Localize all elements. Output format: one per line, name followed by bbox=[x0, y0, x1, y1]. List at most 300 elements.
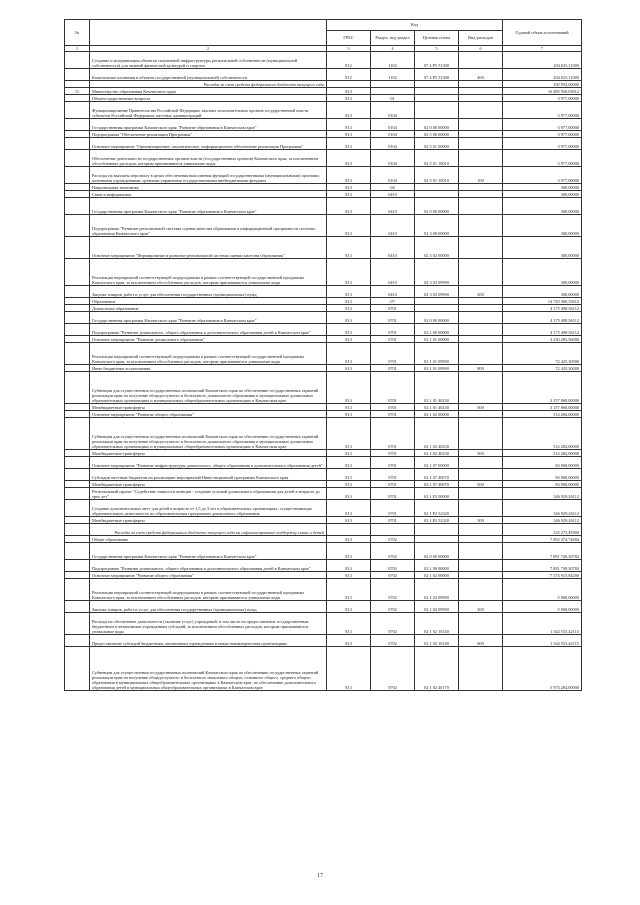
row-celevaya: 02 5 00 00000 bbox=[415, 131, 459, 138]
row-sum: 3 157 860,00000 bbox=[503, 372, 582, 404]
row-grbs: 813 bbox=[327, 372, 371, 404]
row-name: Государственная программа Камчатского края "Развитие образования в Камчатском крае" bbox=[90, 198, 327, 215]
row-vid bbox=[459, 500, 503, 517]
row-number bbox=[65, 52, 90, 69]
row-vid: 500 bbox=[459, 450, 503, 457]
row-celevaya: 02 1 00 00000 bbox=[415, 324, 459, 336]
row-sum: 84 000,00000 bbox=[503, 457, 582, 469]
row-name: Подпрограмма "Обеспечение реализации Программы" bbox=[90, 131, 327, 138]
row-number bbox=[65, 138, 90, 150]
row-sum: 300,00000 bbox=[503, 215, 582, 237]
row-vid: 800 bbox=[459, 365, 503, 372]
row-number bbox=[65, 215, 90, 237]
row-name: Межбюджетные трансферты bbox=[90, 404, 327, 411]
row-name: Министерство образования Камчатского края bbox=[90, 88, 327, 95]
row-celevaya: 02 5 01 10010 bbox=[415, 150, 459, 167]
row-razdel: 0702 bbox=[371, 543, 415, 560]
row-sum: 204 635,11000 bbox=[503, 52, 582, 69]
row-name: Расходы за счет средств федерального бюджета текущего года bbox=[90, 81, 327, 88]
row-number bbox=[65, 572, 90, 579]
row-number bbox=[65, 469, 90, 481]
table-row bbox=[65, 418, 582, 450]
table-row bbox=[65, 191, 582, 198]
row-grbs: 813 bbox=[327, 418, 371, 450]
row-celevaya bbox=[415, 81, 459, 88]
row-grbs: 813 bbox=[327, 138, 371, 150]
row-sum: 5 000,00000 bbox=[503, 579, 582, 601]
row-number bbox=[65, 481, 90, 488]
row-sum: 300,00000 bbox=[503, 198, 582, 215]
table-row bbox=[65, 305, 582, 312]
table-row bbox=[65, 524, 582, 536]
row-razdel: 0701 bbox=[371, 481, 415, 488]
column-number: 2 bbox=[90, 46, 327, 52]
row-number bbox=[65, 536, 90, 543]
header-name bbox=[90, 20, 327, 46]
row-name: Расходы за счет средств федерального бюджета текущего года на софинансирование поддержку семьи и детей bbox=[90, 524, 327, 536]
row-razdel: 0701 bbox=[371, 365, 415, 372]
row-celevaya bbox=[415, 191, 459, 198]
row-razdel bbox=[371, 524, 415, 536]
row-razdel: 07 bbox=[371, 298, 415, 305]
row-grbs: 813 bbox=[327, 95, 371, 102]
row-grbs: 813 bbox=[327, 237, 371, 259]
row-razdel: 0701 bbox=[371, 418, 415, 450]
row-razdel: 0104 bbox=[371, 119, 415, 131]
row-sum: 346 929,26112 bbox=[503, 488, 582, 500]
row-celevaya: 02 0 00 00000 bbox=[415, 312, 459, 324]
row-name: Расходы на обеспечение деятельности (оказание услуг) учреждений, в том числе на предоставление государственным бюджетным и автономным учреждениям субсидий, за исключением обособленных расходов, которым присваиваются уникальные коды bbox=[90, 613, 327, 635]
row-vid bbox=[459, 560, 503, 572]
table-row bbox=[65, 647, 582, 691]
row-grbs: 813 bbox=[327, 131, 371, 138]
row-razdel: 0702 bbox=[371, 601, 415, 613]
table-row bbox=[65, 150, 582, 167]
row-sum: 346 929,26112 bbox=[503, 517, 582, 524]
row-celevaya: 02 1 P2 52320 bbox=[415, 517, 459, 524]
row-vid bbox=[459, 572, 503, 579]
row-name: Основное мероприятие "Организационное, аналитическое, информационное обеспечение реализации Программы" bbox=[90, 138, 327, 150]
table-row bbox=[65, 572, 582, 579]
budget-table bbox=[64, 19, 582, 691]
row-celevaya bbox=[415, 95, 459, 102]
row-name: Реализация мероприятий соответствующей подпрограммы в рамках соответствующей государственной программы Камчатского края, за исключением обособленных расходов, которым присваиваются уникальные коды bbox=[90, 259, 327, 286]
row-grbs: 813 bbox=[327, 536, 371, 543]
row-sum: 4 175 498,56112 bbox=[503, 305, 582, 312]
row-name: Реализация мероприятий соответствующей подпрограммы в рамках соответствующей государственной программы Камчатского края, за исключением обособленных расходов, которым присваиваются уникальные коды bbox=[90, 579, 327, 601]
row-celevaya: 02 1 P2 52320 bbox=[415, 500, 459, 517]
row-number bbox=[65, 119, 90, 131]
row-grbs: 813 bbox=[327, 298, 371, 305]
table-row bbox=[65, 536, 582, 543]
table-row bbox=[65, 138, 582, 150]
header-celevaya: Целевая статья bbox=[415, 31, 459, 46]
table-row bbox=[65, 237, 582, 259]
table-header-row bbox=[65, 20, 582, 31]
row-celevaya: 02 1 01 40230 bbox=[415, 404, 459, 411]
row-celevaya: 02 1 P2 00000 bbox=[415, 488, 459, 500]
row-number bbox=[65, 324, 90, 336]
row-grbs: 813 bbox=[327, 191, 371, 198]
row-grbs: 812 bbox=[327, 52, 371, 69]
row-celevaya: 02 0 00 00000 bbox=[415, 119, 459, 131]
row-number bbox=[65, 305, 90, 312]
row-celevaya: 02 1 02 40230 bbox=[415, 450, 459, 457]
row-razdel: 0701 bbox=[371, 450, 415, 457]
row-vid bbox=[459, 647, 503, 691]
table-row bbox=[65, 286, 582, 298]
row-number bbox=[65, 543, 90, 560]
row-grbs: 812 bbox=[327, 69, 371, 81]
row-celevaya bbox=[415, 102, 459, 119]
row-vid bbox=[459, 336, 503, 343]
row-razdel: 0701 bbox=[371, 324, 415, 336]
row-name: Общее образование bbox=[90, 536, 327, 543]
row-name: Субвенции для осуществления государственных полномочий Камчатского края по обеспечению государственных гарантий реализации прав на получение общедоступного и бесплатного дошкольного образования в муниципальных дошкольных образовательных организациях и муниципальных общеобразовательных организациях в Камчатском крае bbox=[90, 418, 327, 450]
column-number: 6 bbox=[459, 46, 503, 52]
row-razdel: 0701 bbox=[371, 457, 415, 469]
row-razdel: 0701 bbox=[371, 372, 415, 404]
row-razdel: 0702 bbox=[371, 613, 415, 635]
table-row bbox=[65, 69, 582, 81]
table-row bbox=[65, 601, 582, 613]
row-name: Межбюджетные трансферты bbox=[90, 450, 327, 457]
row-number bbox=[65, 457, 90, 469]
row-sum: 3 977,00000 bbox=[503, 119, 582, 131]
row-name: Субвенции для осуществления государственных полномочий Камчатского края по обеспечению государственных гарантий реализации прав на получение общедоступного и бесплатного дошкольного образования в муниципальных дошкольных образовательных организациях и муниципальных общеобразовательных организациях в Камчатском крае bbox=[90, 372, 327, 404]
row-sum: 3 977,00000 bbox=[503, 102, 582, 119]
row-number bbox=[65, 517, 90, 524]
row-name: Функционирование Правительства Российской Федерации, высших исполнительных органов государственной власти субъектов Российской Федерации, местных администраций bbox=[90, 102, 327, 119]
table-row bbox=[65, 95, 582, 102]
row-vid bbox=[459, 237, 503, 259]
row-razdel: 0104 bbox=[371, 150, 415, 167]
row-celevaya bbox=[415, 305, 459, 312]
row-razdel: 0701 bbox=[371, 488, 415, 500]
row-sum: 3 157 860,00000 bbox=[503, 404, 582, 411]
table-row bbox=[65, 613, 582, 635]
row-name: Основное мероприятие "Развитие инфраструктуры дошкольного, общего образования и дополнительного образования детей" bbox=[90, 457, 327, 469]
row-sum: 3 230 285,56000 bbox=[503, 336, 582, 343]
row-grbs: 813 bbox=[327, 198, 371, 215]
row-sum: 325 273,45900 bbox=[503, 524, 582, 536]
row-celevaya: 02 1 01 00000 bbox=[415, 336, 459, 343]
row-vid bbox=[459, 81, 503, 88]
row-name: Подпрограмма "Развитие региональной системы оценки качества образования и информационной прозрачности системы образования Камчатского края" bbox=[90, 215, 327, 237]
table-row bbox=[65, 372, 582, 404]
header-sum: Годовой объем ассигнований bbox=[503, 20, 582, 46]
row-celevaya: 02 1 07 00000 bbox=[415, 457, 459, 469]
row-sum: 72 425,30000 bbox=[503, 343, 582, 365]
row-grbs: 813 bbox=[327, 601, 371, 613]
row-celevaya: 02 1 02 00000 bbox=[415, 572, 459, 579]
row-sum: 1 342 553,42115 bbox=[503, 613, 582, 635]
row-sum: 1 342 553,42115 bbox=[503, 635, 582, 647]
row-number bbox=[65, 601, 90, 613]
row-celevaya: 02 1 02 10140 bbox=[415, 635, 459, 647]
row-razdel: 1102 bbox=[371, 69, 415, 81]
row-celevaya: 02 1 07 40070 bbox=[415, 469, 459, 481]
row-number bbox=[65, 418, 90, 450]
row-vid: 200 bbox=[459, 286, 503, 298]
column-number: 4 bbox=[371, 46, 415, 52]
row-razdel: 0702 bbox=[371, 536, 415, 543]
row-sum: 84 000,00000 bbox=[503, 469, 582, 481]
row-name: Капитальные вложения в объекты государственной (муниципальной) собственности bbox=[90, 69, 327, 81]
row-celevaya: 02 1 00 00000 bbox=[415, 560, 459, 572]
row-razdel: 0410 bbox=[371, 215, 415, 237]
row-celevaya: 02 1 01 09990 bbox=[415, 365, 459, 372]
row-number bbox=[65, 613, 90, 635]
table-row bbox=[65, 543, 582, 560]
row-grbs: 813 bbox=[327, 635, 371, 647]
table-row bbox=[65, 500, 582, 517]
row-grbs: 813 bbox=[327, 647, 371, 691]
table-row bbox=[65, 469, 582, 481]
row-celevaya: 02 3 02 00000 bbox=[415, 237, 459, 259]
row-razdel: 0104 bbox=[371, 102, 415, 119]
row-name: Дошкольное образование bbox=[90, 305, 327, 312]
row-celevaya: 02 1 01 09990 bbox=[415, 343, 459, 365]
row-name: Межбюджетные трансферты bbox=[90, 517, 327, 524]
row-vid bbox=[459, 102, 503, 119]
table-row bbox=[65, 52, 582, 69]
row-sum: 7 891 749,30784 bbox=[503, 560, 582, 572]
row-name: Закупка товаров, работ и услуг для обеспечения государственных (муниципальных) нужд bbox=[90, 286, 327, 298]
page-number: 17 bbox=[317, 873, 323, 879]
row-vid bbox=[459, 305, 503, 312]
row-number bbox=[65, 69, 90, 81]
row-vid: 500 bbox=[459, 517, 503, 524]
row-razdel: 0702 bbox=[371, 572, 415, 579]
row-celevaya: 02 1 02 40170 bbox=[415, 647, 459, 691]
row-vid bbox=[459, 259, 503, 286]
table-row bbox=[65, 81, 582, 88]
row-name: Обеспечение деятельности государственных органов власти (государственных органов) Камчатского края, за исключением обособленных расходов, которым присваиваются уникальные коды bbox=[90, 150, 327, 167]
row-name: Региональный проект "Содействие занятости женщин - создание условий дошкольного образования для детей в возрасте до трех лет" bbox=[90, 488, 327, 500]
row-vid bbox=[459, 536, 503, 543]
table-row bbox=[65, 560, 582, 572]
row-vid bbox=[459, 469, 503, 481]
header-no: № bbox=[65, 20, 90, 46]
row-number bbox=[65, 184, 90, 191]
row-celevaya: 02 3 02 09990 bbox=[415, 286, 459, 298]
row-name: Подпрограмма "Развитие дошкольного, общего образования и дополнительного образования детей в Камчатском крае" bbox=[90, 324, 327, 336]
row-grbs: 813 bbox=[327, 517, 371, 524]
row-grbs: 813 bbox=[327, 488, 371, 500]
row-grbs: 813 bbox=[327, 579, 371, 601]
row-grbs: 813 bbox=[327, 336, 371, 343]
row-grbs: 813 bbox=[327, 457, 371, 469]
row-sum: 3 977,00000 bbox=[503, 95, 582, 102]
row-vid bbox=[459, 88, 503, 95]
row-grbs: 813 bbox=[327, 572, 371, 579]
row-razdel: 0410 bbox=[371, 286, 415, 298]
table-row bbox=[65, 336, 582, 343]
row-sum: 300,00000 bbox=[503, 259, 582, 286]
row-celevaya: 02 3 02 09990 bbox=[415, 259, 459, 286]
table-row bbox=[65, 343, 582, 365]
table-row bbox=[65, 102, 582, 119]
row-name: Общегосударственные вопросы bbox=[90, 95, 327, 102]
row-razdel: 1102 bbox=[371, 52, 415, 69]
row-number bbox=[65, 365, 90, 372]
row-sum: 72 425,30000 bbox=[503, 365, 582, 372]
row-sum: 346 929,26112 bbox=[503, 500, 582, 517]
row-grbs: 813 bbox=[327, 215, 371, 237]
table-row bbox=[65, 481, 582, 488]
row-name: Связь и информатика bbox=[90, 191, 327, 198]
row-celevaya: 02 1 02 00000 bbox=[415, 411, 459, 418]
row-name: Подпрограмма "Развитие дошкольного, общего образования и дополнительного образования детей в Камчатском крае" bbox=[90, 560, 327, 572]
row-grbs bbox=[327, 81, 371, 88]
row-grbs: 813 bbox=[327, 543, 371, 560]
row-number bbox=[65, 500, 90, 517]
row-number bbox=[65, 647, 90, 691]
row-razdel: 0702 bbox=[371, 560, 415, 572]
table-row bbox=[65, 457, 582, 469]
row-vid bbox=[459, 131, 503, 138]
row-grbs bbox=[327, 524, 371, 536]
row-razdel: 0701 bbox=[371, 336, 415, 343]
row-vid bbox=[459, 215, 503, 237]
column-number: 7 bbox=[503, 46, 582, 52]
row-sum: 7 892 374,74684 bbox=[503, 536, 582, 543]
row-grbs: 813 bbox=[327, 167, 371, 184]
row-razdel: 0410 bbox=[371, 198, 415, 215]
header-code-group: Код bbox=[327, 20, 503, 31]
row-number bbox=[65, 336, 90, 343]
row-sum: 514 284,00000 bbox=[503, 418, 582, 450]
table-row bbox=[65, 324, 582, 336]
row-sum: 300,00000 bbox=[503, 237, 582, 259]
row-razdel: 0701 bbox=[371, 312, 415, 324]
table-row bbox=[65, 198, 582, 215]
row-sum: 5 974 284,00000 bbox=[503, 647, 582, 691]
row-vid bbox=[459, 579, 503, 601]
row-sum: 4 175 498,56112 bbox=[503, 324, 582, 336]
row-sum: 14 720 360,33612 bbox=[503, 298, 582, 305]
row-sum: 3 977,00000 bbox=[503, 150, 582, 167]
row-grbs: 813 bbox=[327, 88, 371, 95]
row-celevaya: 02 1 02 09990 bbox=[415, 579, 459, 601]
header-grbs: ГРБС bbox=[327, 31, 371, 46]
table-row bbox=[65, 167, 582, 184]
table-row bbox=[65, 131, 582, 138]
table-row bbox=[65, 215, 582, 237]
row-vid: 500 bbox=[459, 404, 503, 411]
row-sum: 3 977,00000 bbox=[503, 131, 582, 138]
row-number bbox=[65, 298, 90, 305]
row-name: Основное мероприятие "Развитие дошкольного образования" bbox=[90, 336, 327, 343]
row-vid bbox=[459, 418, 503, 450]
row-grbs: 813 bbox=[327, 500, 371, 517]
row-celevaya: 02 0 00 00000 bbox=[415, 543, 459, 560]
row-grbs: 813 bbox=[327, 613, 371, 635]
row-razdel: 0701 bbox=[371, 404, 415, 411]
row-grbs: 813 bbox=[327, 343, 371, 365]
row-name: Образование bbox=[90, 298, 327, 305]
row-vid bbox=[459, 343, 503, 365]
row-name: Государственная программа Камчатского края "Развитие образования в Камчатском крае" bbox=[90, 119, 327, 131]
row-vid bbox=[459, 52, 503, 69]
row-name: Реализация мероприятий соответствующей подпрограммы в рамках соответствующей государственной программы Камчатского края, за исключением обособленных расходов, которым присваиваются уникальные коды bbox=[90, 343, 327, 365]
row-razdel: 0701 bbox=[371, 469, 415, 481]
row-celevaya: 07 4 P5 51390 bbox=[415, 52, 459, 69]
row-grbs: 813 bbox=[327, 411, 371, 418]
row-number bbox=[65, 286, 90, 298]
row-grbs: 813 bbox=[327, 450, 371, 457]
table-row bbox=[65, 404, 582, 411]
table-row bbox=[65, 259, 582, 286]
table-row bbox=[65, 312, 582, 324]
row-number bbox=[65, 404, 90, 411]
row-number bbox=[65, 95, 90, 102]
row-vid bbox=[459, 524, 503, 536]
row-celevaya: 02 1 01 40230 bbox=[415, 372, 459, 404]
row-razdel bbox=[371, 81, 415, 88]
row-vid bbox=[459, 150, 503, 167]
row-name: Государственная программа Камчатского края "Развитие образования в Камчатском крае" bbox=[90, 543, 327, 560]
row-vid: 100 bbox=[459, 167, 503, 184]
row-vid bbox=[459, 298, 503, 305]
row-celevaya: 02 3 00 00000 bbox=[415, 215, 459, 237]
table-row bbox=[65, 488, 582, 500]
table-row bbox=[65, 88, 582, 95]
row-vid bbox=[459, 324, 503, 336]
row-celevaya: 02 1 07 40070 bbox=[415, 481, 459, 488]
row-vid bbox=[459, 184, 503, 191]
row-number bbox=[65, 198, 90, 215]
row-razdel: 0702 bbox=[371, 647, 415, 691]
row-grbs: 813 bbox=[327, 312, 371, 324]
row-name: Иные бюджетные ассигнования bbox=[90, 365, 327, 372]
row-razdel: 0104 bbox=[371, 138, 415, 150]
row-celevaya bbox=[415, 524, 459, 536]
table-row bbox=[65, 298, 582, 305]
row-vid bbox=[459, 613, 503, 635]
header-vid: Вид расходов bbox=[459, 31, 503, 46]
table-row bbox=[65, 411, 582, 418]
row-celevaya: 02 0 00 00000 bbox=[415, 198, 459, 215]
row-vid bbox=[459, 198, 503, 215]
table-body bbox=[65, 52, 582, 691]
row-sum: 514 284,00000 bbox=[503, 411, 582, 418]
row-vid bbox=[459, 191, 503, 198]
table-row bbox=[65, 450, 582, 457]
row-vid bbox=[459, 95, 503, 102]
row-name: Основное мероприятие "Развитие общего образования" bbox=[90, 572, 327, 579]
row-vid: 200 bbox=[459, 601, 503, 613]
row-razdel: 0702 bbox=[371, 579, 415, 601]
row-celevaya: 02 1 02 10140 bbox=[415, 613, 459, 635]
row-number bbox=[65, 635, 90, 647]
row-celevaya: 02 5 01 10010 bbox=[415, 167, 459, 184]
table-row bbox=[65, 635, 582, 647]
row-razdel: 0104 bbox=[371, 167, 415, 184]
row-razdel: 0701 bbox=[371, 305, 415, 312]
row-number bbox=[65, 524, 90, 536]
row-number bbox=[65, 560, 90, 572]
row-grbs: 813 bbox=[327, 404, 371, 411]
row-sum: 514 284,00000 bbox=[503, 450, 582, 457]
row-vid bbox=[459, 312, 503, 324]
row-sum: 192 932,00000 bbox=[503, 81, 582, 88]
row-number bbox=[65, 237, 90, 259]
row-number bbox=[65, 102, 90, 119]
row-grbs: 813 bbox=[327, 481, 371, 488]
row-grbs: 813 bbox=[327, 102, 371, 119]
